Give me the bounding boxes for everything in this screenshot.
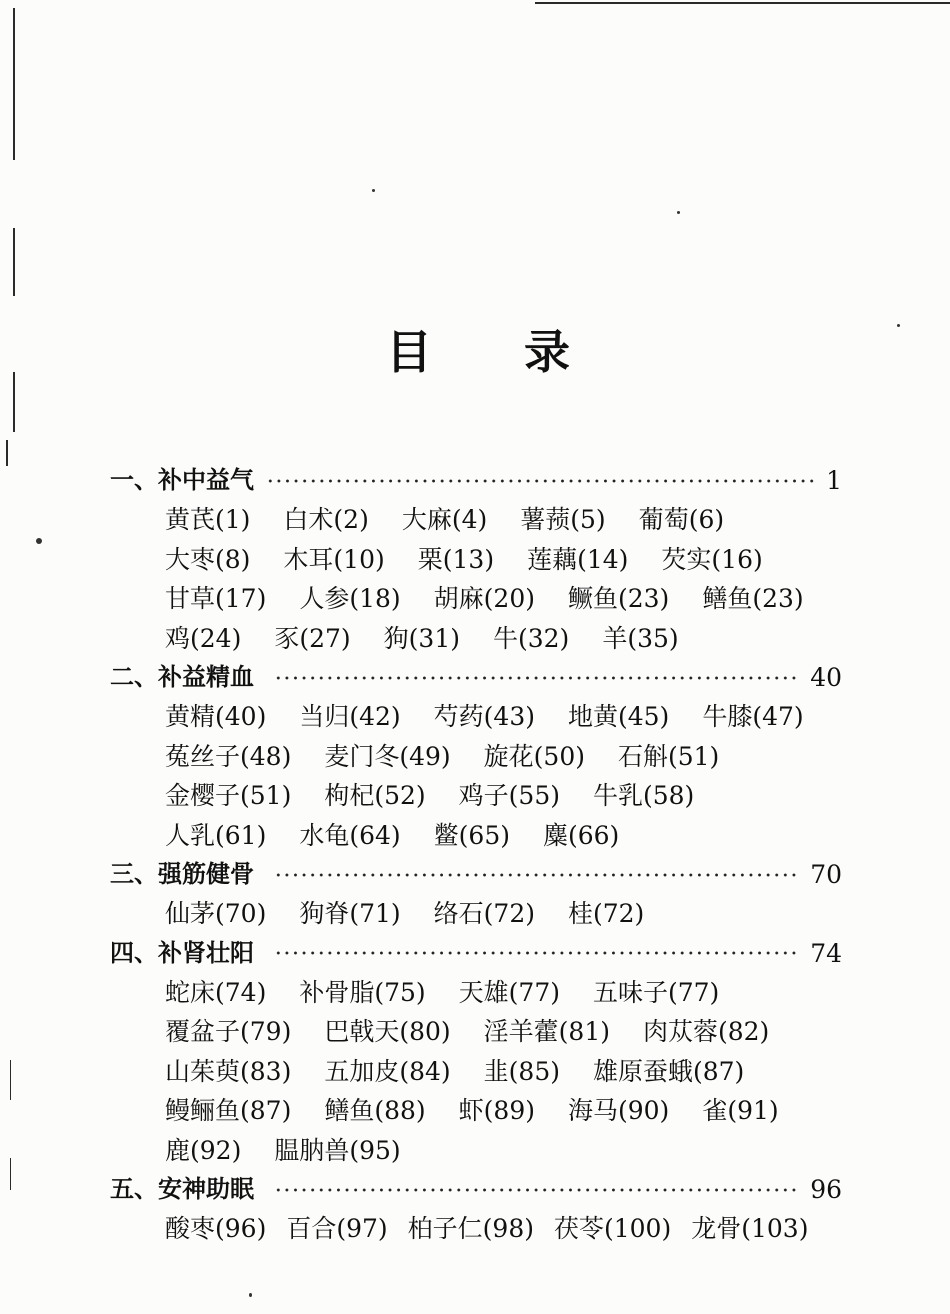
toc-entry: 鹿(92) [165, 1135, 242, 1165]
toc-entry: 桂(72) [567, 899, 645, 929]
toc-entry-line [110, 1131, 842, 1170]
toc-entry-line [110, 1091, 842, 1130]
scan-speck [249, 1293, 252, 1297]
toc-entry: 当归(42) [299, 702, 401, 732]
toc-entry: 鳗鲡鱼(87) [165, 1096, 292, 1126]
toc-entry: 黄精(40) [165, 702, 267, 732]
section-heading: 五、安神助眠 [110, 1175, 254, 1204]
toc-entry-line [110, 697, 842, 736]
toc-entry: 茯苓(100) [553, 1214, 672, 1244]
dot-leader [274, 873, 800, 877]
toc-entry-line [110, 973, 842, 1012]
toc-entry: 牛乳(58) [592, 781, 695, 811]
toc-entry: 莲藕(14) [527, 544, 629, 574]
toc-entry: 菟丝子(48) [165, 741, 292, 771]
toc-entry-line [110, 894, 842, 933]
section-heading: 四、补肾壮阳 [110, 938, 254, 967]
toc-entry: 大枣(8) [165, 544, 251, 574]
scan-speck [897, 324, 900, 327]
toc-entry: 虾(89) [458, 1096, 535, 1126]
dot-leader [266, 479, 816, 483]
toc-entry: 芍药(43) [433, 702, 535, 732]
scan-left-edge-line [13, 372, 15, 432]
toc-entry-line [110, 1012, 842, 1051]
scan-left-edge-line [13, 8, 15, 160]
toc-entry: 狗脊(71) [299, 899, 401, 929]
scan-speck [372, 189, 375, 192]
scan-left-edge-line [10, 1158, 11, 1190]
toc-entry-line [110, 1052, 842, 1091]
section-page-number: 96 [810, 1175, 842, 1205]
toc-entry: 麋(66) [542, 820, 620, 850]
toc-entry: 黄芪(1) [165, 505, 251, 535]
toc-entry-line [110, 500, 842, 539]
toc-entry: 雄原蚕蛾(87) [592, 1056, 745, 1086]
scan-speck [677, 211, 680, 214]
section-heading: 二、补益精血 [110, 662, 254, 691]
toc-entry: 山茱萸(83) [165, 1056, 292, 1086]
toc-entry: 淫羊藿(81) [483, 1017, 610, 1047]
page-title: 目录 [386, 325, 662, 379]
toc-entry: 柏子仁(98) [407, 1214, 534, 1244]
toc-entry: 络石(72) [433, 899, 535, 929]
toc-entry: 鸡(24) [165, 623, 242, 653]
toc-entry: 胡麻(20) [433, 584, 535, 614]
toc-entry: 鳜鱼(23) [567, 584, 670, 614]
toc-entry: 芡实(16) [661, 544, 763, 574]
toc-entry: 仙茅(70) [165, 899, 267, 929]
toc-entry: 薯蓣(5) [520, 505, 606, 535]
toc-entry: 人参(18) [299, 584, 401, 614]
toc-entry: 天雄(77) [458, 978, 560, 1008]
toc-entry-line [110, 737, 842, 776]
dot-leader [274, 951, 800, 955]
section-heading: 三、强筋健骨 [110, 859, 254, 888]
toc-entry: 石斛(51) [617, 741, 720, 771]
toc-entry: 雀(91) [702, 1096, 779, 1126]
dot-leader [274, 1188, 800, 1192]
toc-entry: 木耳(10) [283, 544, 385, 574]
section-heading-row [110, 658, 842, 697]
toc-section-5 [110, 1170, 842, 1249]
toc-entry: 大麻(4) [401, 505, 488, 535]
toc-entry: 人乳(61) [165, 820, 267, 850]
section-heading-row [110, 461, 842, 500]
toc-entry: 肉苁蓉(82) [642, 1017, 770, 1047]
toc-entry: 豕(27) [274, 623, 351, 653]
toc-section-1 [110, 461, 842, 658]
table-of-contents [110, 461, 842, 1249]
toc-entry-line [110, 619, 842, 658]
toc-entry: 牛膝(47) [702, 702, 804, 732]
section-heading-row [110, 855, 842, 894]
toc-entry-line [110, 540, 842, 579]
toc-entry: 五味子(77) [592, 978, 720, 1008]
section-page-number: 40 [810, 662, 842, 692]
scan-left-edge-line [13, 228, 15, 296]
section-page-number: 70 [810, 859, 842, 889]
toc-entry: 韭(85) [483, 1056, 560, 1086]
section-page-number: 1 [826, 466, 842, 495]
toc-entry: 麦门冬(49) [324, 741, 451, 771]
toc-entry: 海马(90) [567, 1096, 670, 1126]
toc-entry: 鳝鱼(88) [324, 1096, 426, 1126]
toc-entry: 酸枣(96) [165, 1214, 267, 1244]
toc-entry-line [110, 776, 842, 815]
toc-entry-line [110, 816, 842, 855]
scan-left-edge-line [6, 440, 8, 466]
toc-entry: 百合(97) [286, 1214, 388, 1244]
toc-entry: 地黄(45) [567, 702, 670, 732]
toc-entry: 覆盆子(79) [165, 1017, 292, 1047]
toc-entry: 补骨脂(75) [299, 978, 426, 1008]
toc-entry: 狗(31) [383, 623, 460, 653]
toc-entry: 金樱子(51) [165, 781, 292, 811]
toc-entry: 腽肭兽(95) [274, 1135, 401, 1165]
toc-entry: 五加皮(84) [324, 1056, 451, 1086]
toc-entry: 旋花(50) [483, 741, 585, 771]
toc-entry-line [110, 579, 842, 618]
toc-entry-line [110, 1209, 842, 1248]
toc-section-4 [110, 934, 842, 1170]
scan-top-edge-line [535, 2, 950, 4]
scan-speck [36, 538, 42, 544]
toc-entry: 栗(13) [417, 544, 495, 574]
toc-section-2 [110, 658, 842, 855]
scan-left-edge-line [10, 1060, 11, 1100]
toc-entry: 蛇床(74) [165, 978, 267, 1008]
toc-entry: 白术(2) [283, 505, 369, 535]
toc-entry: 龙骨(103) [691, 1214, 809, 1244]
toc-entry: 鳝鱼(23) [702, 584, 804, 614]
toc-entry: 巴戟天(80) [324, 1017, 451, 1047]
toc-entry: 甘草(17) [165, 584, 267, 614]
toc-entry: 鸡子(55) [458, 781, 560, 811]
section-heading: 一、补中益气 [110, 466, 254, 494]
toc-entry: 羊(35) [602, 623, 679, 653]
toc-entry: 牛(32) [492, 623, 570, 653]
toc-entry: 水龟(64) [299, 820, 401, 850]
toc-entry: 枸杞(52) [324, 781, 426, 811]
toc-entry: 鳖(65) [433, 820, 510, 850]
section-heading-row [110, 1170, 842, 1209]
toc-section-3 [110, 855, 842, 934]
dot-leader [274, 676, 800, 680]
toc-entry: 葡萄(6) [638, 505, 725, 535]
section-heading-row [110, 934, 842, 973]
section-page-number: 74 [810, 938, 842, 968]
